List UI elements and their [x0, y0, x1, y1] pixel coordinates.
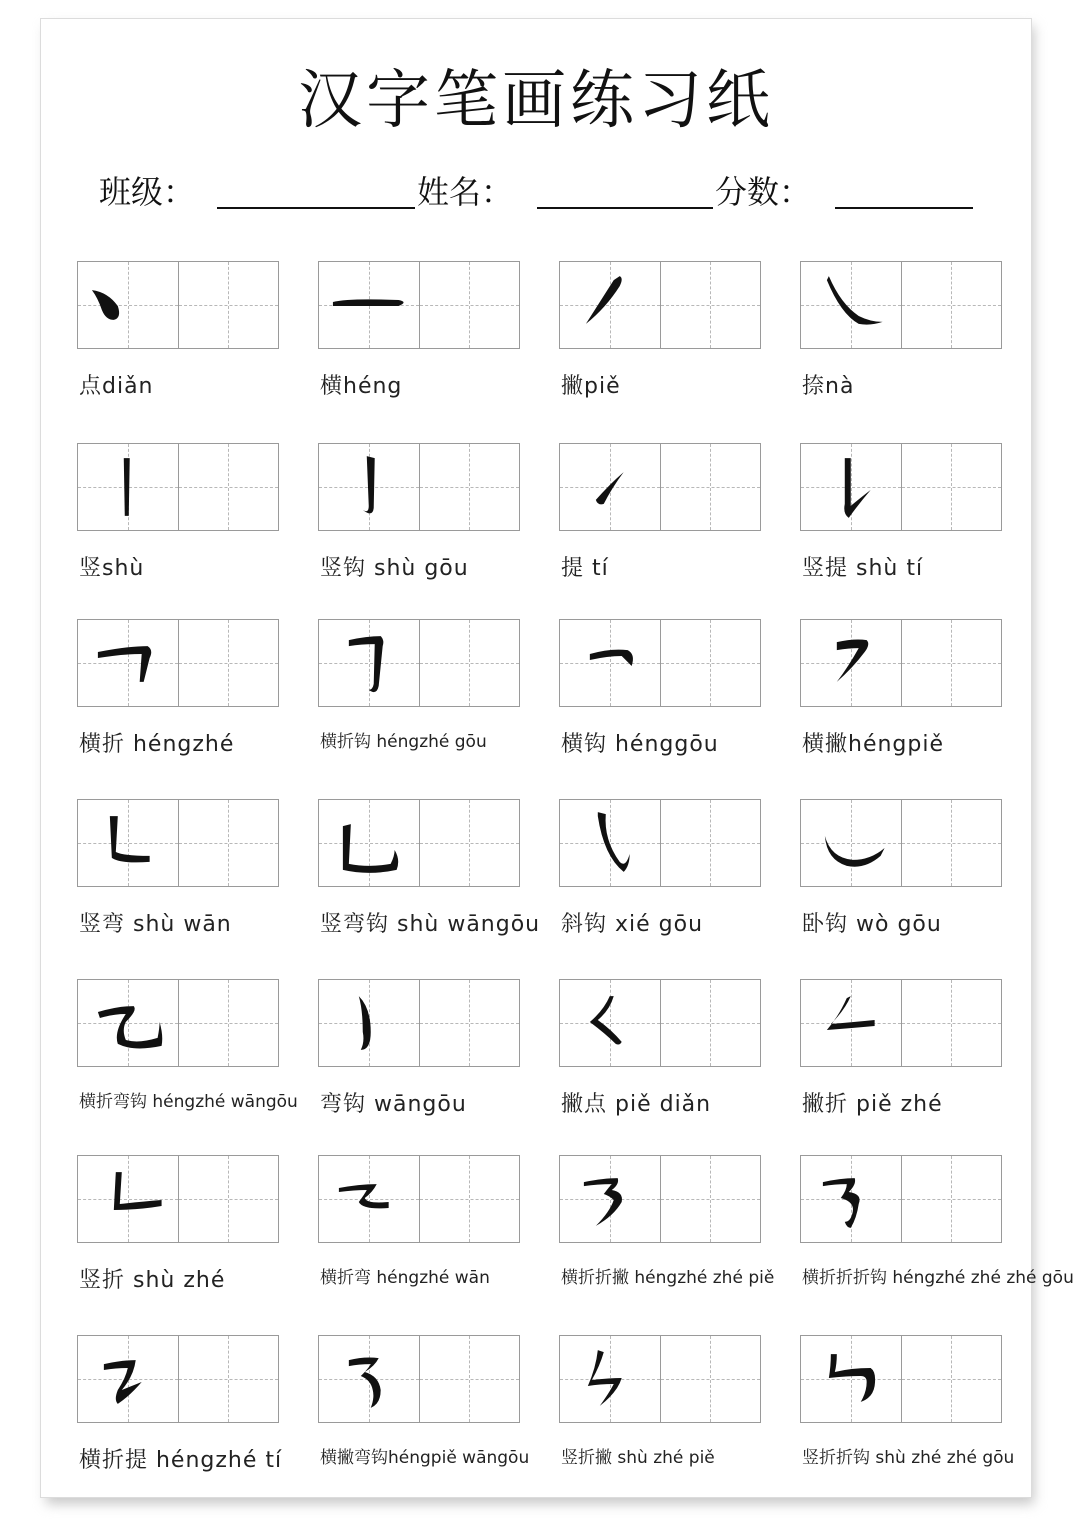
practice-grid	[318, 443, 520, 531]
stroke-label: 竖shù	[79, 556, 145, 581]
stroke-cell	[559, 799, 761, 937]
name-blank[interactable]	[537, 207, 713, 209]
practice-grid	[800, 619, 1002, 707]
practice-box[interactable]	[419, 444, 520, 530]
practice-box[interactable]	[660, 1336, 761, 1422]
example-box	[319, 620, 419, 706]
practice-box[interactable]	[419, 800, 520, 886]
practice-grid	[318, 619, 520, 707]
practice-box[interactable]	[660, 262, 761, 348]
stroke-cell	[77, 619, 279, 757]
worksheet-title: 汉字笔画练习纸	[298, 64, 774, 138]
stroke-shuzhezhegou-icon	[801, 1336, 901, 1422]
stroke-label: 横撇弯钩héngpiě wāngōu	[320, 1448, 530, 1468]
stroke-cell	[77, 1335, 283, 1473]
practice-grid	[800, 443, 1002, 531]
stroke-label: 横折钩 héngzhé gōu	[320, 732, 487, 752]
practice-grid	[559, 261, 761, 349]
example-box	[560, 800, 660, 886]
stroke-label: 横折弯钩 héngzhé wāngōu	[79, 1092, 298, 1112]
practice-grid	[77, 799, 279, 887]
stroke-label: 横折折折钩 héngzhé zhé zhé gōu	[802, 1268, 1074, 1288]
practice-grid	[559, 979, 761, 1067]
practice-box[interactable]	[419, 262, 520, 348]
practice-grid	[800, 1155, 1002, 1243]
example-box	[78, 262, 178, 348]
practice-grid	[559, 1335, 761, 1423]
stroke-label: 竖钩 shù gōu	[320, 556, 469, 581]
stroke-henggou-icon	[560, 620, 660, 706]
stroke-heng-icon	[319, 262, 419, 348]
stroke-piezhe-icon	[801, 980, 901, 1066]
stroke-label: 竖弯 shù wān	[79, 912, 232, 937]
example-box	[78, 1336, 178, 1422]
stroke-cell	[800, 261, 1002, 399]
example-box	[78, 980, 178, 1066]
stroke-cell	[318, 1155, 520, 1288]
example-box	[560, 1336, 660, 1422]
practice-grid	[800, 979, 1002, 1067]
practice-box[interactable]	[901, 800, 1002, 886]
score-blank[interactable]	[835, 207, 973, 209]
stroke-cell	[800, 1155, 1074, 1288]
stroke-label: 斜钩 xié gōu	[561, 912, 704, 937]
example-box	[801, 1336, 901, 1422]
example-box	[560, 620, 660, 706]
example-box	[801, 262, 901, 348]
stroke-cell	[559, 1155, 775, 1288]
stroke-hengzhewangou-icon	[78, 980, 178, 1066]
stroke-label: 横折提 héngzhé tí	[79, 1448, 283, 1473]
stroke-cell	[800, 443, 1002, 581]
example-box	[801, 620, 901, 706]
practice-grid	[318, 1335, 520, 1423]
example-box	[319, 1336, 419, 1422]
practice-grid	[559, 619, 761, 707]
stroke-cell	[559, 1335, 761, 1468]
stroke-cell	[318, 1335, 530, 1468]
practice-box[interactable]	[660, 1156, 761, 1242]
stroke-label: 横折折撇 héngzhé zhé piě	[561, 1268, 775, 1288]
practice-grid	[318, 799, 520, 887]
stroke-shuwan-icon	[78, 800, 178, 886]
stroke-cell	[559, 619, 761, 757]
stroke-shuwangou-icon	[319, 800, 419, 886]
practice-box[interactable]	[419, 1336, 520, 1422]
stroke-piedian-icon	[560, 980, 660, 1066]
name-label: 姓名：	[417, 173, 514, 211]
practice-box[interactable]	[901, 980, 1002, 1066]
practice-grid	[559, 799, 761, 887]
practice-grid	[77, 619, 279, 707]
practice-grid	[77, 979, 279, 1067]
practice-grid	[800, 1335, 1002, 1423]
stroke-wogou-icon	[801, 800, 901, 886]
stroke-cell	[559, 443, 761, 581]
stroke-label: 撇piě	[561, 374, 621, 399]
stroke-xiegou-icon	[560, 800, 660, 886]
stroke-label: 横钩 hénggōu	[561, 732, 719, 757]
stroke-label: 竖折折钩 shù zhé zhé gōu	[802, 1448, 1015, 1468]
practice-box[interactable]	[178, 1336, 279, 1422]
practice-box[interactable]	[178, 1156, 279, 1242]
practice-grid	[77, 1335, 279, 1423]
practice-box[interactable]	[901, 620, 1002, 706]
practice-grid	[800, 261, 1002, 349]
practice-box[interactable]	[419, 620, 520, 706]
practice-box[interactable]	[660, 980, 761, 1066]
stroke-label: 横héng	[320, 374, 403, 399]
stroke-cell	[77, 979, 298, 1112]
practice-box[interactable]	[178, 800, 279, 886]
practice-box[interactable]	[901, 262, 1002, 348]
example-box	[801, 444, 901, 530]
stroke-shuzhepie-icon	[560, 1336, 660, 1422]
stroke-cell	[77, 799, 279, 937]
practice-box[interactable]	[419, 980, 520, 1066]
example-box	[560, 444, 660, 530]
example-box	[801, 980, 901, 1066]
practice-grid	[800, 799, 1002, 887]
stroke-wangou-icon	[319, 980, 419, 1066]
example-box	[78, 444, 178, 530]
example-box	[319, 800, 419, 886]
stroke-pie-icon	[560, 262, 660, 348]
stroke-cell	[318, 979, 520, 1117]
stroke-label: 卧钩 wò gōu	[802, 912, 942, 937]
stroke-label: 竖折撇 shù zhé piě	[561, 1448, 715, 1468]
example-box	[560, 980, 660, 1066]
practice-box[interactable]	[178, 620, 279, 706]
stroke-cell	[318, 799, 541, 937]
practice-box[interactable]	[901, 1336, 1002, 1422]
stroke-label: 竖折 shù zhé	[79, 1268, 226, 1293]
practice-grid	[77, 1155, 279, 1243]
stroke-label: 撇折 piě zhé	[802, 1092, 943, 1117]
stroke-cell	[77, 261, 279, 399]
practice-grid	[318, 979, 520, 1067]
stroke-cell	[800, 1335, 1015, 1468]
stroke-cell	[800, 979, 1002, 1117]
stroke-hengpiewangou-icon	[319, 1336, 419, 1422]
stroke-cell	[77, 443, 279, 581]
practice-box[interactable]	[660, 444, 761, 530]
example-box	[560, 1156, 660, 1242]
practice-box[interactable]	[419, 1156, 520, 1242]
practice-grid	[318, 261, 520, 349]
practice-grid	[559, 443, 761, 531]
stroke-label: 点diǎn	[79, 374, 154, 399]
class-label: 班级：	[99, 173, 196, 211]
example-box	[78, 1156, 178, 1242]
example-box	[319, 444, 419, 530]
practice-box[interactable]	[901, 444, 1002, 530]
practice-box[interactable]	[178, 980, 279, 1066]
stroke-cell	[318, 443, 520, 581]
stroke-shuti-icon	[801, 444, 901, 530]
stroke-cell	[800, 619, 1002, 757]
stroke-hengzhe-icon	[78, 620, 178, 706]
stroke-label: 竖弯钩 shù wāngōu	[320, 912, 541, 937]
practice-grid	[559, 1155, 761, 1243]
stroke-label: 横撇héngpiě	[802, 732, 944, 757]
stroke-shugou-icon	[319, 444, 419, 530]
practice-box[interactable]	[660, 620, 761, 706]
worksheet-paper	[40, 18, 1074, 1498]
practice-grid	[77, 261, 279, 349]
practice-box[interactable]	[660, 800, 761, 886]
example-box	[319, 980, 419, 1066]
example-box	[78, 620, 178, 706]
stroke-label: 横折弯 héngzhé wān	[320, 1268, 490, 1288]
practice-box[interactable]	[178, 444, 279, 530]
example-box	[801, 1156, 901, 1242]
stroke-label: 捺nà	[802, 374, 855, 399]
stroke-label: 提 tí	[561, 556, 609, 581]
stroke-hengzhegou-icon	[319, 620, 419, 706]
example-box	[319, 1156, 419, 1242]
example-box	[78, 800, 178, 886]
practice-box[interactable]	[901, 1156, 1002, 1242]
stroke-dian-icon	[78, 262, 178, 348]
stroke-hengpie-icon	[801, 620, 901, 706]
stroke-cell	[318, 261, 520, 399]
stroke-ti-icon	[560, 444, 660, 530]
class-blank[interactable]	[217, 207, 415, 209]
practice-grid	[318, 1155, 520, 1243]
practice-grid	[77, 443, 279, 531]
practice-box[interactable]	[178, 262, 279, 348]
score-label: 分数：	[715, 173, 812, 211]
stroke-label: 弯钩 wāngōu	[320, 1092, 467, 1117]
stroke-label: 撇点 piě diǎn	[561, 1092, 712, 1117]
stroke-cell	[800, 799, 1002, 937]
stroke-hengzhewan-icon	[319, 1156, 419, 1242]
stroke-cell	[559, 979, 761, 1117]
example-box	[560, 262, 660, 348]
stroke-na-icon	[801, 262, 901, 348]
stroke-hengzhezhezhegou-icon	[801, 1156, 901, 1242]
stroke-cell	[77, 1155, 279, 1293]
stroke-cell	[318, 619, 520, 752]
stroke-hengzhezhepie-icon	[560, 1156, 660, 1242]
stroke-shuzhe-icon	[78, 1156, 178, 1242]
stroke-shu-icon	[78, 444, 178, 530]
stroke-label: 竖提 shù tí	[802, 556, 924, 581]
example-box	[801, 800, 901, 886]
stroke-cell	[559, 261, 761, 399]
stroke-label: 横折 héngzhé	[79, 732, 235, 757]
example-box	[319, 262, 419, 348]
stroke-hengzheti-icon	[78, 1336, 178, 1422]
